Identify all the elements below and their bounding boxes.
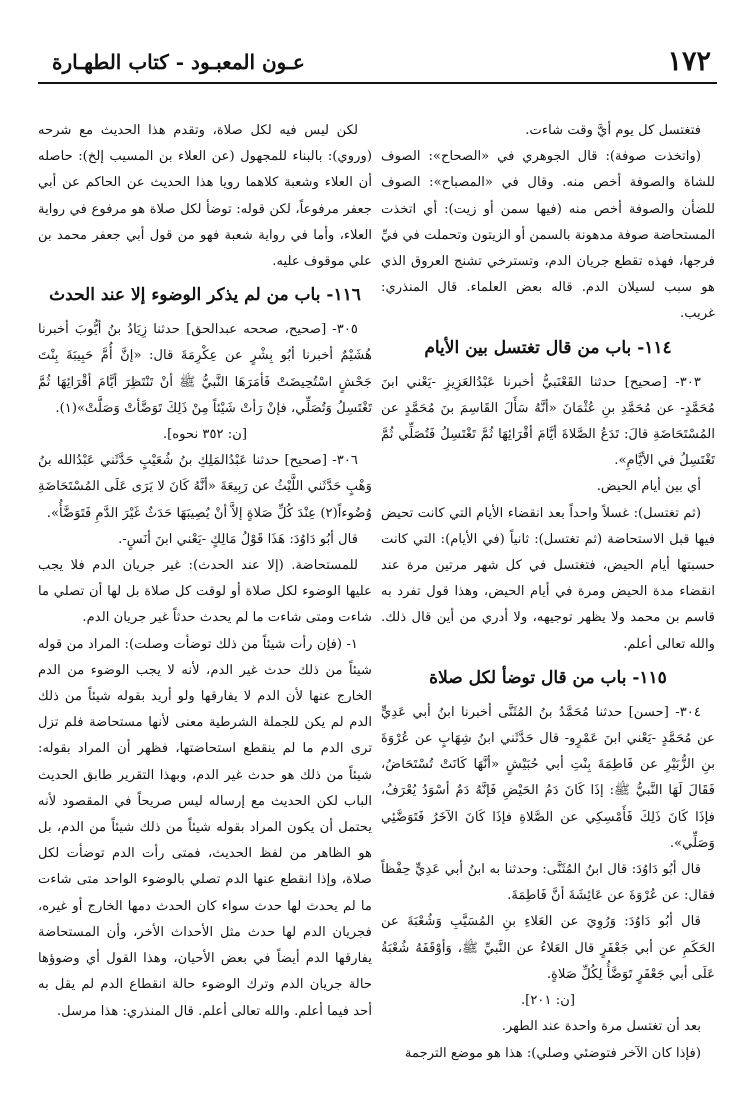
- commentary-paragraph: أي بين أيام الحيض.: [596, 479, 701, 495]
- hadith-text: قال أبُو دَاوُدَ: هَذَا قَوْلُ مَالِكٍ -يَعْني ابنَ أنَسٍ-.: [118, 531, 358, 547]
- right-column: [381, 118, 715, 1067]
- page-number: ١٧٢: [667, 46, 711, 77]
- chapter-heading: ١١٥- باب من قال توضأ لكل صلاة: [429, 667, 667, 688]
- citation: [ن: ٣٥٢ نحوه].: [162, 427, 248, 443]
- left-column: [38, 118, 372, 1025]
- chapter-heading: ١١٦- باب من لم يذكر الوضوء إلا عند الحدث: [49, 285, 361, 306]
- citation: [ن: ٢٠١].: [520, 993, 576, 1009]
- hadith-text: ٣٠٥- [صحيح، صححه عبدالحق] حدثنا زِيَادُ بنُ أيُّوبَ أخبرنا هُشَيْمٌ أخبرنا أبُو بِشْرٍ عن عِكْرِمَةَ قال: «إنَّ أُمَّ حَبِيبَةَ بِنْتَ جَحْشٍ اسْتُحِيضَتْ فَأمَرَهَا النَّبيُّ ﷺ أنْ تَنْتَظِرَ أيَّامَ أقْرَائِهَا ثُمَّ تَغْتَسِلُ وَتُصَلِّي، فإنْ رَأتْ شَيْئاً مِنْ ذَلِكَ تَوَضَّأتْ وَصَلَّتْ»(١).: [38, 322, 372, 416]
- page-header: [38, 44, 717, 84]
- commentary-paragraph: لكن ليس فيه لكل صلاة، وتقدم هذا الحديث مع شرحه (وروي): بالبناء للمجهول (عن العلاء بن المسيب إلخ): حاصله أن العلاء وشعبة كلاهما رويا هذا الحديث عن الحاكم عن أبي جعفر مرفوعاً، لكن قوله: توضأ لكل صلاة هو مرفوع في رواية العلاء، وأما في رواية شعبة فهو من قول أبي جعفر محمد بن علي موقوف عليه.: [38, 123, 372, 270]
- commentary-paragraph: (فإذا كان الآخر فتوضئي وصلي): هذا هو موضع الترجمة: [404, 1045, 701, 1061]
- chapter-heading: ١١٤- باب من قال تغتسل بين الأيام: [424, 337, 672, 358]
- commentary-paragraph: فتغتسل كل يوم أيَّ وقت شاءت.: [525, 123, 701, 138]
- hadith-text: قال أبُو دَاوُدَ: قال ابنُ المُثَنَّى: وحدثنا به ابنُ أبي عَدِيٍّ حِفْظاً فقال: عن عُرْوَةَ عن عَائِشَةَ أنَّ فَاطِمَةَ.: [381, 862, 715, 904]
- running-title: عـون المعبـود - كتاب الطهـارة: [52, 50, 305, 74]
- commentary-paragraph: بعد أن تغتسل مرة واحدة عند الطهر.: [501, 1019, 701, 1035]
- commentary-paragraph: للمستحاضة. (إلا عند الحدث): غير جريان الدم فلا يجب عليها الوضوء لكل صلاة أو لوقت كل صلاة بل لها أن تصلي ما شاءت ومتى شاءت ما لم يحدث حدثاً غير جريان الدم.: [38, 558, 372, 626]
- hadith-text: ٣٠٤- [حسن] حدثنا مُحَمَّدُ بنُ المُثَنَّى أخبرنا ابنُ أبي عَدِيٍّ عن مُحَمَّدٍ -يَعْني ابنَ عَمْرٍو- قال حَدَّثَني ابنُ شِهَابٍ عن عُرْوَةَ بنِ الزُّبَيْرِ عن فَاطِمَةَ بِنْتِ أبي حُبَيْشٍ «أنَّهَا كَانَتْ تُسْتَحَاضُ، فَقَالَ لَهَا النَّبيُّ ﷺ: إذَا كَانَ دَمُ الحَيْضِ فَإنَّهُ دَمٌ أسْوَدُ يُعْرَفُ، فإذَا كَانَ ذَلِكَ فَأَمْسِكِي عن الصَّلاةِ فإذَا كَانَ الآخَرُ فَتَوَضَّئِي وَصَلِّي».: [381, 704, 715, 851]
- hadith-text: ٣٠٦- [صحيح] حدثنا عَبْدُالمَلِكِ بنُ شُعَيْبٍ حَدَّثَني عَبْدُالله بنُ وَهْبٍ حَدَّثَني اللَّيْثُ عن رَبِيعَةَ «أنَّهُ كَانَ لا يَرَى عَلَى المُسْتَحَاضَةِ وُضُوءاً(٢) عِنْدَ كُلِّ صَلاةٍ إلاَّ أنْ يُصِيبَهَا حَدَثٌ غَيْرَ الدَّمِ فَتَوَضَّأُ».: [38, 453, 372, 521]
- commentary-paragraph: ١- (فإن رأت شيئاً من ذلك توضأت وصلت): المراد من قوله شيئاً من ذلك حدث غير الدم، لأنه لا يجب الوضوء من الدم الخارج عنها لأن الدم لا يفارقها ولو أريد بقوله شيئاً من ذلك الدم لم يكن للجملة الشرطية معنى لأنها مستحاضة فلم تزل ترى الدم ما لم ينقطع استحاضتها، فظهر أن المراد بقوله: شيئاً من ذلك هو حدث غير الدم، وبهذا التقرير طابق الحديث الباب لكن الحديث مع إرساله ليس صريحاً في المقصود لأنه يحتمل أن يكون المراد بقوله شيئاً من ذلك شيئاً من الدم، بل هو الظاهر من لفظ الحديث، فمتى رأت الدم توضأت لكل صلاة، وإذا انقطع عنها الدم تصلي بالوضوء الواحد متى شاءت ما لم يحدث لها حدث سواء كان الحدث دمها الخارج أو غيره، فجريان الدم لها حدث مثل الأحداث الأخر، وأن المستحاضة يفارقها الدم أيضاً في بعض الأحيان، وهذا القول أي وضوؤها حالة جريان الدم وترك الوضوء حالة انقطاع الدم لم يقل به أحد فيما أعلم. والله تعالى أعلم. قال المنذري: هذا مرسل.: [38, 636, 372, 1019]
- commentary-paragraph: (واتخذت صوفة): قال الجوهري في «الصحاح»: الصوف للشاة والصوفة أخص منه. وقال في «المصباح»: الصوف للضأن والصوفة أخص منه (فيها سمن أو زيت): أي اتخذت المستحاضة صوفة مدهونة بالسمن أو الزيتون وتحملت في فيِّ فرجها، فهذه تقطع جريان الدم، وتسترخي تشنج العروق الذي هو سبب لسيلان الدم. قاله بعض العلماء. قال المنذري: غريب.: [381, 149, 715, 322]
- hadith-text: ٣٠٣- [صحيح] حدثنا القَعْنَبيُّ أخبرنا عَبْدُالعَزِيزِ -يَعْني ابنَ مُحَمَّدٍ- عن مُحَمَّدِ بنِ عُثْمَانَ «أنَّهُ سَأَلَ القَاسِمَ بنَ مُحَمَّدٍ عن المُسْتَحَاضَةِ قالَ: تَدَعُ الصَّلاةَ أيَّامَ أقْرَائِهَا ثُمَّ تَغْتَسِلُ فَتُصَلِّي ثُمَّ تَغْتَسِلُ في الأيَّامِ».: [381, 374, 715, 469]
- commentary-paragraph: (ثم تغتسل): غسلاً واحداً بعد انقضاء الأيام التي كانت تحيض فيها قبل الاستحاضة (ثم تغتسل): ثانياً (في الأيام): التي كانت حسبتها أيام الحيض، فتغتسل في كل شهر مرتين مرة عند انقضاء مدة الحيض ومرة في أيام الحيض، وهذا قول تفرد به قاسم بن محمد ولا يظهر توجيهه، ولا أدري من أين قال ذلك. والله تعالى أعلم.: [381, 505, 715, 652]
- hadith-text: قال أبُو دَاوُدَ: وَرُوِيَ عن العَلاءِ بنِ المُسَيَّبِ وَشُعْبَةَ عن الحَكَمِ عن أبي جَعْفَرٍ قال العَلاءُ عن النَّبيِّ ﷺ، وَأوْقَفَهُ شُعْبَةُ عَلَى أبي جَعْفَرٍ تَوَضَّأُ لِكُلِّ صَلاةٍ.: [381, 914, 715, 982]
